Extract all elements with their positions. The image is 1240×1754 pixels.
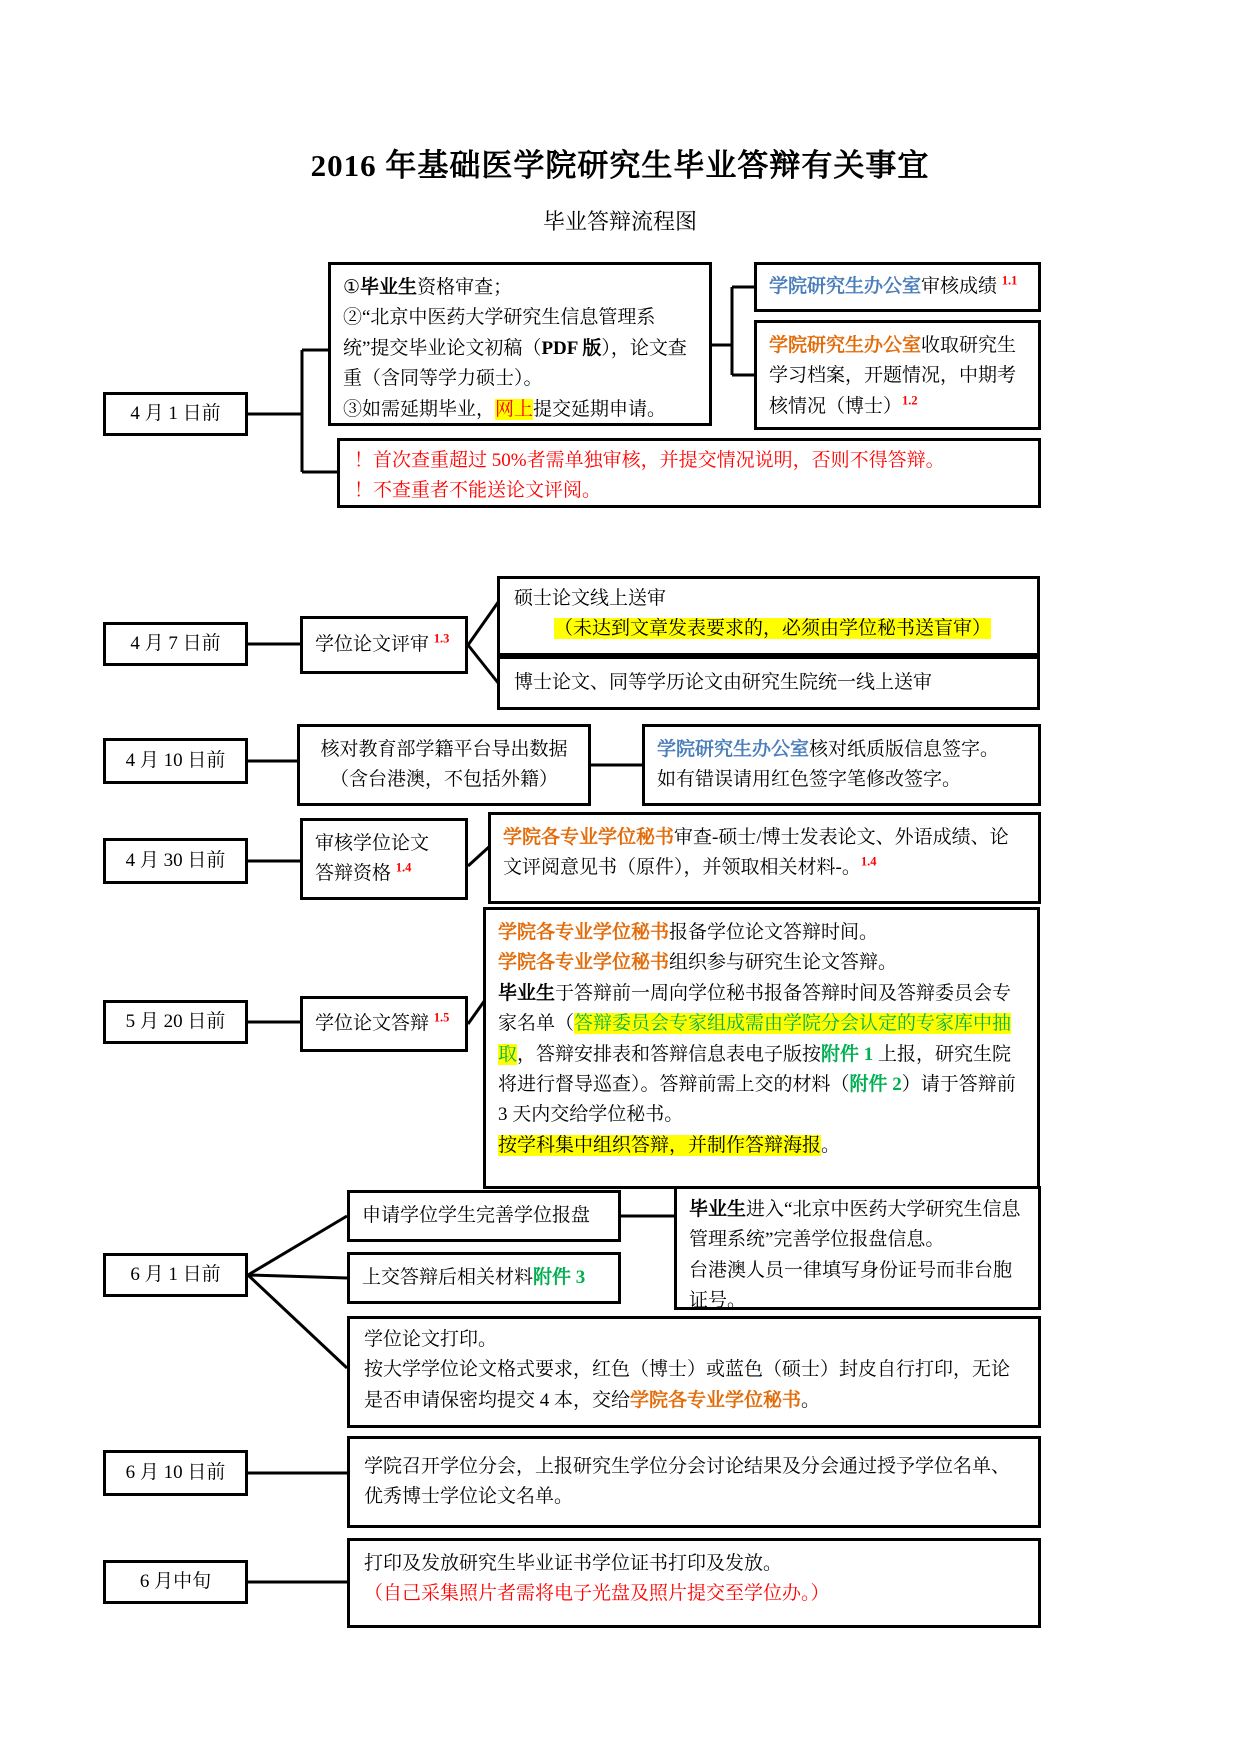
office-name-orange: 学院研究生办公室	[769, 335, 922, 356]
qualification-line1: 审核学位论文	[315, 832, 430, 854]
date-label: 5 月 20 日前	[125, 1010, 226, 1032]
step1-line2	[343, 303, 697, 394]
defense-detail-line2	[498, 948, 1025, 978]
master-thesis-box	[497, 576, 1040, 656]
attachment-1-link: 附件 1	[821, 1043, 874, 1065]
committee-box	[347, 1436, 1041, 1528]
date-box-april-7	[103, 622, 248, 666]
defense-line	[315, 1009, 453, 1039]
degree-pan-line: 申请学位学生完善学位报盘	[362, 1204, 591, 1226]
attachment-3-link: 附件 3	[533, 1266, 586, 1288]
defense-detail-paragraph	[498, 979, 1025, 1131]
text: 按大学学位论文格式要求，红色（博士）或蓝色（硕士）封皮自行打印，无论是否申请保密均提交 4 本，交给	[364, 1359, 1011, 1411]
secretary-name-orange: 学院各专业学位秘书	[630, 1389, 802, 1411]
defense-detail-box	[483, 907, 1040, 1189]
graduate-bold: 毕业生	[360, 277, 418, 298]
print-thesis-line1: 学位论文打印。	[364, 1329, 498, 1350]
text: ①	[343, 277, 361, 298]
office-sign-line2: 如有错误请用红色签字笔修改签字。	[657, 769, 962, 790]
step1-line1	[343, 273, 697, 303]
degree-pan-box	[347, 1190, 621, 1242]
master-line2	[514, 614, 1023, 644]
grad-system-box	[674, 1186, 1041, 1310]
date-box-may-20	[103, 1000, 248, 1044]
thesis-review-line	[315, 630, 453, 660]
secretary-name-orange: 学院各专业学位秘书	[498, 952, 670, 974]
office-archive-box	[754, 320, 1041, 430]
note-ref-1-4: 1.4	[395, 860, 412, 875]
pdf-bold: PDF 版	[541, 337, 602, 359]
attachment3-line	[362, 1263, 606, 1293]
attachment3-box	[347, 1252, 621, 1304]
step-box-qualification-check	[328, 262, 712, 426]
thesis-review-box	[300, 616, 468, 674]
note-ref-1-3: 1.3	[433, 631, 450, 646]
committee-line: 学院召开学位分会，上报研究生学位分会讨论结果及分会通过授予学位名单、优秀博士学位论文名单。	[364, 1455, 1011, 1507]
note-ref-1-2: 1.2	[902, 393, 918, 408]
grad-system-line2: 台港澳人员一律填写身份证号而非台胞证号。	[689, 1259, 1013, 1312]
secretary-name-orange: 学院各专业学位秘书	[503, 827, 675, 848]
date-label: 6 月 1 日前	[130, 1263, 221, 1285]
master-line1: 硕士论文线上送审	[514, 588, 667, 609]
defense-detail-line1	[498, 918, 1025, 948]
text: ②“北京中医药大学研究生信息管理系统”提交毕业论文初稿（	[343, 307, 656, 359]
text: 报备学位论文答辩时间。	[669, 922, 879, 943]
date-box-april-30	[103, 838, 248, 884]
text: ③如需延期毕业，	[343, 398, 496, 420]
attachment-2-link: 附件 2	[849, 1073, 902, 1095]
qualification-line2	[315, 859, 453, 889]
text: 上交答辩后相关材料	[362, 1266, 534, 1288]
flowchart-subtitle: 毕业答辩流程图	[542, 209, 697, 234]
text: 资格审查；	[417, 277, 513, 298]
defense-detail-lastline	[498, 1131, 1025, 1161]
poster-highlight: 按学科集中组织答辩，并制作答辩海报	[498, 1134, 822, 1156]
text: 上报，研究生院将进行督导巡查）。答辩前需上交的材料（	[498, 1043, 1012, 1095]
check-data-box	[297, 724, 591, 806]
certificate-line2-red: （自己采集照片者需将电子光盘及照片提交至学位办。）	[364, 1583, 830, 1605]
check-data-line1: 核对教育部学籍平台导出数据	[320, 738, 568, 760]
date-label: 4 月 1 日前	[130, 402, 221, 424]
text: 。	[801, 1389, 821, 1411]
certificate-line1: 打印及发放研究生毕业证书学位证书打印及发放。	[364, 1553, 783, 1574]
print-thesis-line2	[364, 1355, 1024, 1416]
text: 学位论文答辩	[315, 1012, 434, 1034]
date-box-june-10	[103, 1450, 248, 1496]
note-ref-1-5: 1.5	[433, 1010, 450, 1025]
date-box-mid-june	[103, 1560, 248, 1604]
warning-box	[337, 438, 1041, 508]
text: 学位论文评审	[315, 633, 434, 655]
text: 收取研究生学习档案，开题情况，中期考核情况（博士）	[769, 335, 1017, 417]
office-name-blue: 学院研究生办公室	[657, 738, 810, 760]
text: 。	[821, 1134, 841, 1156]
text: ，答辩安排表和答辩信息表电子版按	[517, 1043, 822, 1065]
page-title: 2016 年基础医学院研究生毕业答辩有关事宜	[310, 148, 930, 183]
warning-line1: ！首次查重超过 50%者需单独审核，并提交情况说明，否则不得答辩。	[354, 450, 945, 471]
text: 审查-硕士/博士发表论文、外语成绩、论文评阅意见书（原件），并领取相关材料-。	[503, 827, 1009, 879]
date-label: 4 月 30 日前	[125, 849, 226, 871]
check-data-line2: （含台港澳，不包括外籍）	[329, 769, 558, 790]
text: 审核成绩	[921, 275, 1002, 297]
text: 于答辩前一周向学位秘书报备答辩时间及答辩委员会专家名单（	[498, 982, 1012, 1035]
date-label: 4 月 7 日前	[130, 632, 221, 654]
text: 组织参与研究生论文答辩。	[669, 952, 898, 974]
text: 进入“北京中医药大学研究生信息管理系统”完善学位报盘信息。	[689, 1199, 1021, 1251]
secretary-review-box	[488, 812, 1041, 904]
office-name-blue: 学院研究生办公室	[769, 275, 922, 297]
date-box-june-1	[103, 1253, 248, 1297]
office-sign-box	[642, 724, 1041, 806]
expert-pool-highlight: 答辩委员会专家组成需由学院分会认定的专家库中抽取	[498, 1013, 1012, 1065]
text: 答辩资格	[315, 863, 396, 884]
text: ），论文查重（含同等学力硕士）。	[343, 337, 687, 390]
secretary-name-orange: 学院各专业学位秘书	[498, 922, 670, 943]
date-label: 6 月 10 日前	[125, 1461, 226, 1483]
office-grade-box	[754, 262, 1041, 312]
note-ref-1-4: 1.4	[860, 855, 877, 870]
office-sign-line1	[657, 735, 1026, 765]
print-thesis-box	[347, 1316, 1041, 1428]
date-label: 6 月中旬	[139, 1570, 212, 1592]
step1-line3	[343, 395, 697, 425]
date-box-april-1	[103, 392, 248, 436]
note-ref-1-1: 1.1	[1001, 273, 1018, 288]
office-grade-line	[769, 272, 1026, 302]
text: 核对纸质版信息签字。	[809, 738, 1000, 760]
warning-line2: ！不查重者不能送论文评阅。	[354, 480, 602, 502]
doctor-thesis-box	[497, 656, 1040, 710]
date-box-april-10	[103, 738, 248, 784]
graduate-bold: 毕业生	[498, 982, 556, 1004]
defense-box	[300, 996, 468, 1052]
blind-review-highlight: （未达到文章发表要求的，必须由学位秘书送盲审）	[554, 618, 992, 640]
qualification-box	[300, 818, 468, 900]
date-label: 4 月 10 日前	[125, 749, 226, 771]
graduate-bold: 毕业生	[689, 1199, 747, 1220]
doctor-line: 博士论文、同等学历论文由研究生院统一线上送审	[514, 671, 933, 693]
text: ）请于答辩前 3 天内交给学位秘书。	[498, 1073, 1016, 1126]
text: 提交延期申请。	[533, 398, 667, 420]
certificate-box	[347, 1538, 1041, 1628]
online-highlight: 网上	[495, 398, 534, 420]
